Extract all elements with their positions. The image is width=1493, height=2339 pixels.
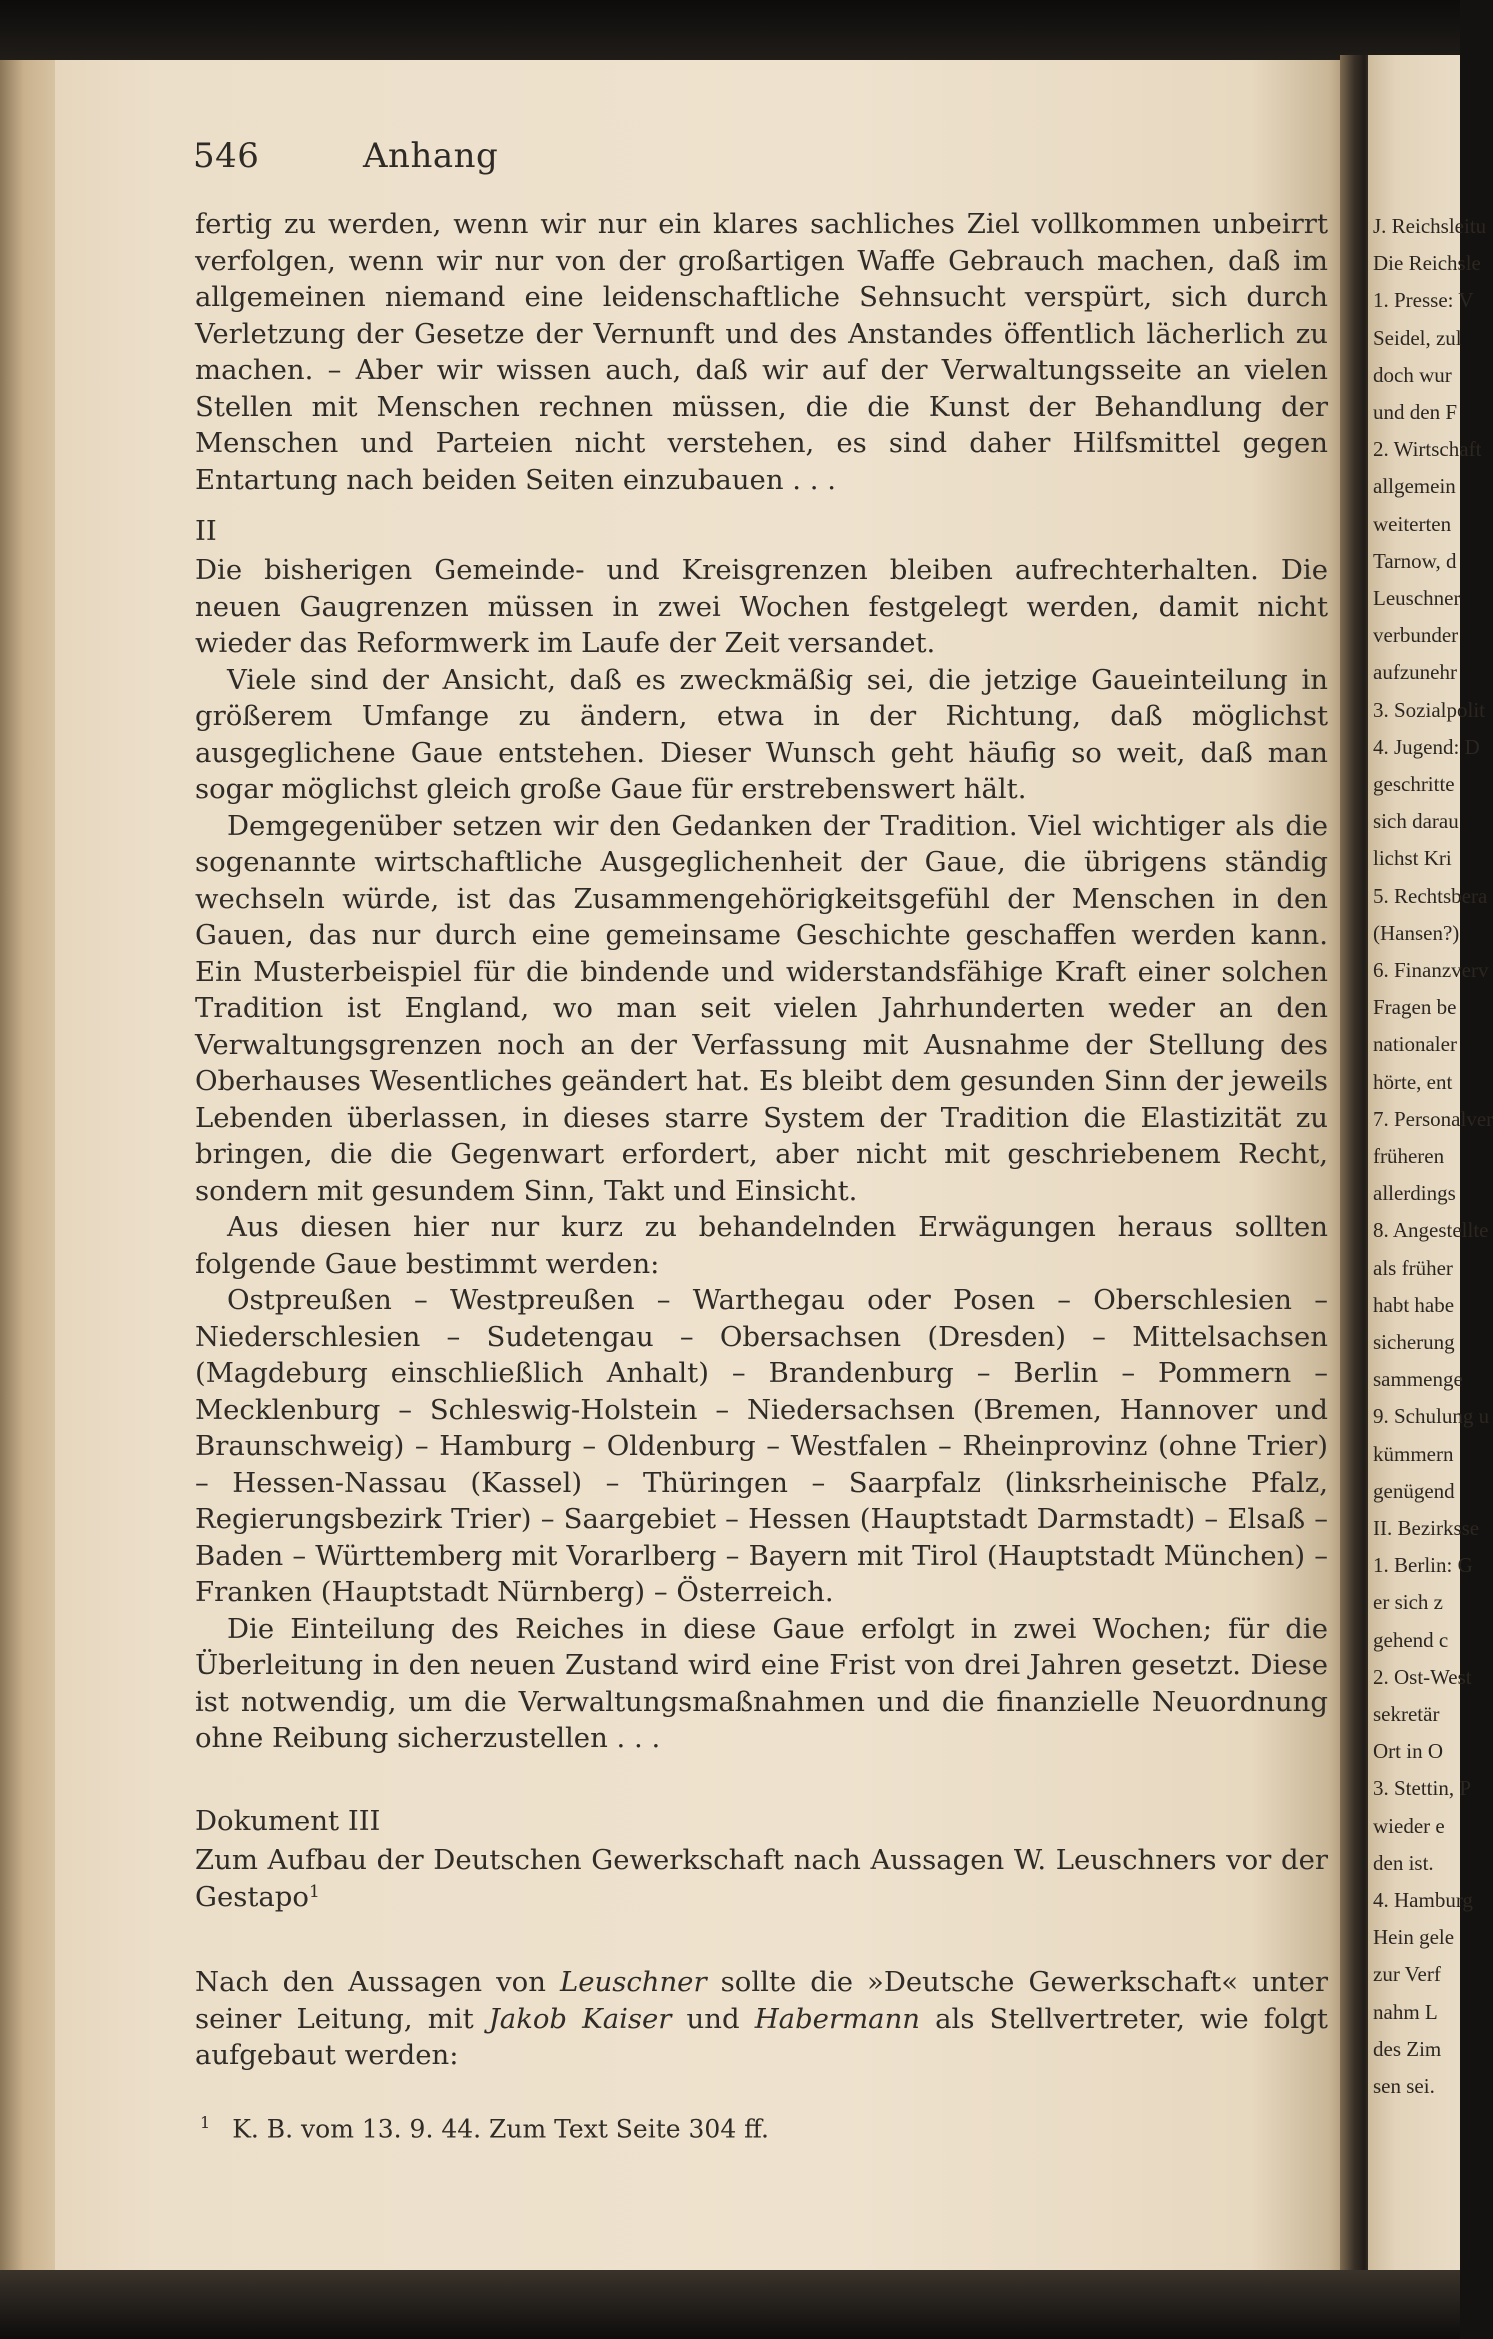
facing-page-line: sekretär	[1373, 1702, 1440, 1726]
facing-page-line: als früher	[1373, 1255, 1453, 1280]
facing-page-line: Seidel, zul	[1373, 325, 1462, 350]
facing-page-line: und den F	[1373, 400, 1457, 424]
name-habermann: Habermann	[754, 2002, 920, 2035]
paragraph: Die bisherigen Gemeinde- und Kreisgrenzen bleiben aufrechterhalten. Die neuen Gaugrenzen müssen in zwei Wochen festgelegt werden, damit nicht wieder das Reformwerk im Laufe der Zeit versandet.	[195, 554, 1328, 659]
facing-page-line: nationaler	[1373, 1032, 1457, 1057]
text-run: als Stellvertreter, wie folgt aufgebaut werden:	[195, 2002, 1328, 2071]
gau-list: Ostpreußen – Westpreußen – Warthegau oder Posen – Oberschlesien – Niederschlesien – Sudetengau – Obersachsen (Dresden) – Mittelsachsen (Magdeburg einschließlich Anhalt) – Brandenburg – Berlin – Pommern – Mecklenburg – Schleswig-Holstein – Niedersachsen (Bremen, Hannover und Braunschweig) – Hamburg – Oldenburg – Westfalen – Rheinprovinz (ohne Trier) – Hessen-Nassau (Kassel) – Thüringen – Saarpfalz (linksrheinische Pfalz, Regierungsbezirk Trier) – Saargebiet – Hessen (Hauptstadt Darmstadt) – Elsaß – Baden – Württemberg mit Vorarlberg – Bayern mit Tirol (Hauptstadt München) – Franken (Hauptstadt Nürnberg) – Österreich.	[195, 1284, 1328, 1608]
facing-page-line: zur Verf	[1373, 1962, 1441, 1987]
facing-page-line: Hein gele	[1373, 1925, 1455, 1950]
facing-page-line: sicherung	[1373, 1330, 1455, 1354]
paragraph: Aus diesen hier nur kurz zu behandelnden Erwägungen heraus sollten folgende Gaue bestimmt werden:	[195, 1211, 1328, 1280]
facing-page-line: 8. Angestellte	[1373, 1218, 1489, 1243]
footnote-number: 1	[200, 2113, 211, 2132]
paragraph: Viele sind der Ansicht, daß es zweckmäßig sei, die jetzige Gaueinteilung in größerem Umfange zu ändern, etwa in der Richtung, daß möglichst ausgeglichene Gaue entstehen. Dieser Wunsch geht häufig so weit, daß man sogar möglichst gleich große Gaue für erstrebenswert hält.	[195, 663, 1328, 805]
document-label: Dokument III	[195, 1805, 381, 1837]
paragraph	[195, 1964, 1328, 2074]
section-1-text	[195, 206, 1328, 498]
facing-page-line: Ort in O	[1373, 1739, 1443, 1764]
facing-page-line: 4. Hamburg	[1373, 1888, 1473, 1912]
footnote	[200, 2113, 769, 2143]
scan-bottom-shadow	[0, 2270, 1460, 2339]
facing-page-line: 7. Personalver	[1373, 1106, 1493, 1131]
facing-page-line: 3. Stettin, P	[1373, 1776, 1472, 1801]
facing-page-line: allerdings	[1373, 1181, 1456, 1206]
facing-page-line: habt habe	[1373, 1292, 1455, 1317]
facing-page-line: weiterten	[1373, 511, 1452, 536]
text-run: Nach den Aussagen von	[195, 1966, 560, 1998]
facing-page-line: den ist.	[1373, 1850, 1434, 1875]
facing-page-line: des Zim	[1373, 2036, 1442, 2061]
facing-page-line: 2. Ost-West	[1373, 1664, 1472, 1689]
facing-page-line: aufzunehr	[1373, 660, 1457, 685]
paragraph: fertig zu werden, wenn wir nur ein klares sachliches Ziel vollkommen unbeirrt verfolgen, wenn wir nur von der großartigen Waffe Gebrauch machen, daß im allgemeinen niemand eine leidenschaftliche Sehnsucht verspürt, sich durch Verletzung der Gesetze der Vernunft und des Anstandes öffentlich lächerlich zu machen. – Aber wir wissen auch, daß wir auf der Verwaltungsseite an vielen Stellen mit Menschen rechnen müssen, die die Kunst der Behandlung der Menschen und Parteien nicht verstehen, es sind daher Hilfsmittel gegen Entartung nach beiden Seiten einzubauen . . .	[195, 208, 1328, 496]
running-title: Anhang	[363, 136, 499, 176]
document-subtitle	[195, 1842, 1328, 1915]
facing-page-line: wieder e	[1373, 1813, 1445, 1838]
facing-page-line: Leuschner	[1373, 586, 1461, 610]
facing-page-line: 1. Presse: V	[1373, 288, 1474, 313]
facing-page-line: 5. Rechtsbera	[1373, 883, 1488, 908]
facing-page-line: sammenge	[1373, 1367, 1463, 1392]
facing-page-line: früheren	[1373, 1144, 1445, 1168]
page-stack-edge	[0, 60, 60, 2280]
facing-page-line: 1. Berlin: G	[1373, 1553, 1473, 1578]
facing-page-line: Tarnow, d	[1373, 548, 1457, 573]
facing-page-line: 3. Sozialpolit	[1373, 697, 1485, 722]
section-numeral: II	[195, 515, 217, 547]
facing-page-line: gehend c	[1373, 1627, 1449, 1652]
facing-page-line: sen sei.	[1373, 2074, 1435, 2098]
facing-page-line: J. Reichsleitu	[1373, 214, 1487, 238]
name-leuschner: Leuschner	[559, 1966, 707, 1998]
facing-page-line: 2. Wirtschaft	[1373, 437, 1482, 462]
facing-page-line: 4. Jugend: D	[1373, 734, 1480, 759]
facing-page-line: genügend	[1373, 1478, 1455, 1503]
section-2-text	[195, 552, 1328, 1757]
facing-page-line: doch wur	[1373, 362, 1452, 387]
facing-page-line: II. Bezirksse	[1373, 1516, 1480, 1540]
facing-page-line: lichst Kri	[1373, 846, 1452, 871]
facing-page-line: (Hansen?)	[1373, 920, 1460, 945]
facing-page-line: hörte, ent	[1373, 1069, 1453, 1094]
facing-page-line: nahm L	[1373, 1999, 1438, 2024]
footnote-marker: 1	[308, 1881, 320, 1902]
facing-page-line: geschritte	[1373, 772, 1455, 796]
facing-page-line: 6. Finanzverv	[1373, 958, 1489, 982]
facing-page-line: 9. Schulung u	[1373, 1404, 1490, 1429]
page-number: 546	[193, 136, 260, 176]
facing-page-line: allgemein	[1373, 474, 1456, 499]
page-header	[193, 136, 498, 176]
facing-page	[1368, 55, 1460, 2285]
facing-page-line: er sich z	[1373, 1590, 1443, 1615]
text-run: sollte die »Deutsche Gewerkschaft« unter seiner Leitung, mit	[195, 1966, 1328, 2035]
paragraph: Die Einteilung des Reiches in diese Gaue erfolgt in zwei Wochen; für die Überleitung in den neuen Zustand wird eine Frist von drei Jahren gesetzt. Diese ist notwendig, um die Verwaltungsmaßnahmen und die finanzielle Neuordnung ohne Reibung sicherzustellen . . .	[195, 1612, 1328, 1754]
footnote-text: K. B. vom 13. 9. 44. Zum Text Seite 304 ff.	[232, 2114, 769, 2144]
facing-page-line: Fragen be	[1373, 995, 1457, 1020]
facing-page-line: sich darau	[1373, 809, 1459, 834]
facing-page-line: Die Reichsle	[1373, 251, 1481, 276]
paragraph: Demgegenüber setzen wir den Gedanken der Tradition. Viel wichtiger als die sogenannte wirtschaftliche Ausgeglichenheit der Gaue, die übrigens ständig wechseln würde, ist das Zusammengehörigkeitsgefühl der Menschen in den Gauen, das nur durch eine gemeinsame Geschichte geschaffen werden kann. Ein Musterbeispiel für die bindende und widerstandsfähige Kraft einer solchen Tradition ist England, wo man seit vielen Jahrhunderten weder an den Verwaltungsgrenzen noch an der Verfassung mit Ausnahme der Stellung des Oberhauses Wesentliches geändert hat. Es bleibt dem gesunden Sinn der jeweils Lebenden überlassen, in dieses starre System der Tradition die Elastizität zu bringen, die die Gegenwart erfordert, aber nicht mit geschriebenem Recht, sondern mit gesundem Sinn, Takt und Einsicht.	[195, 809, 1328, 1207]
document-intro	[195, 1964, 1328, 2074]
text-run: und	[671, 2002, 755, 2035]
facing-page-line: kümmern	[1373, 1441, 1454, 1466]
name-kaiser: Jakob Kaiser	[488, 2002, 672, 2035]
facing-page-line: verbunder	[1373, 623, 1459, 648]
subtitle-text: Zum Aufbau der Deutschen Gewerkschaft nach Aussagen W. Leuschners vor der Gestapo	[195, 1844, 1328, 1913]
